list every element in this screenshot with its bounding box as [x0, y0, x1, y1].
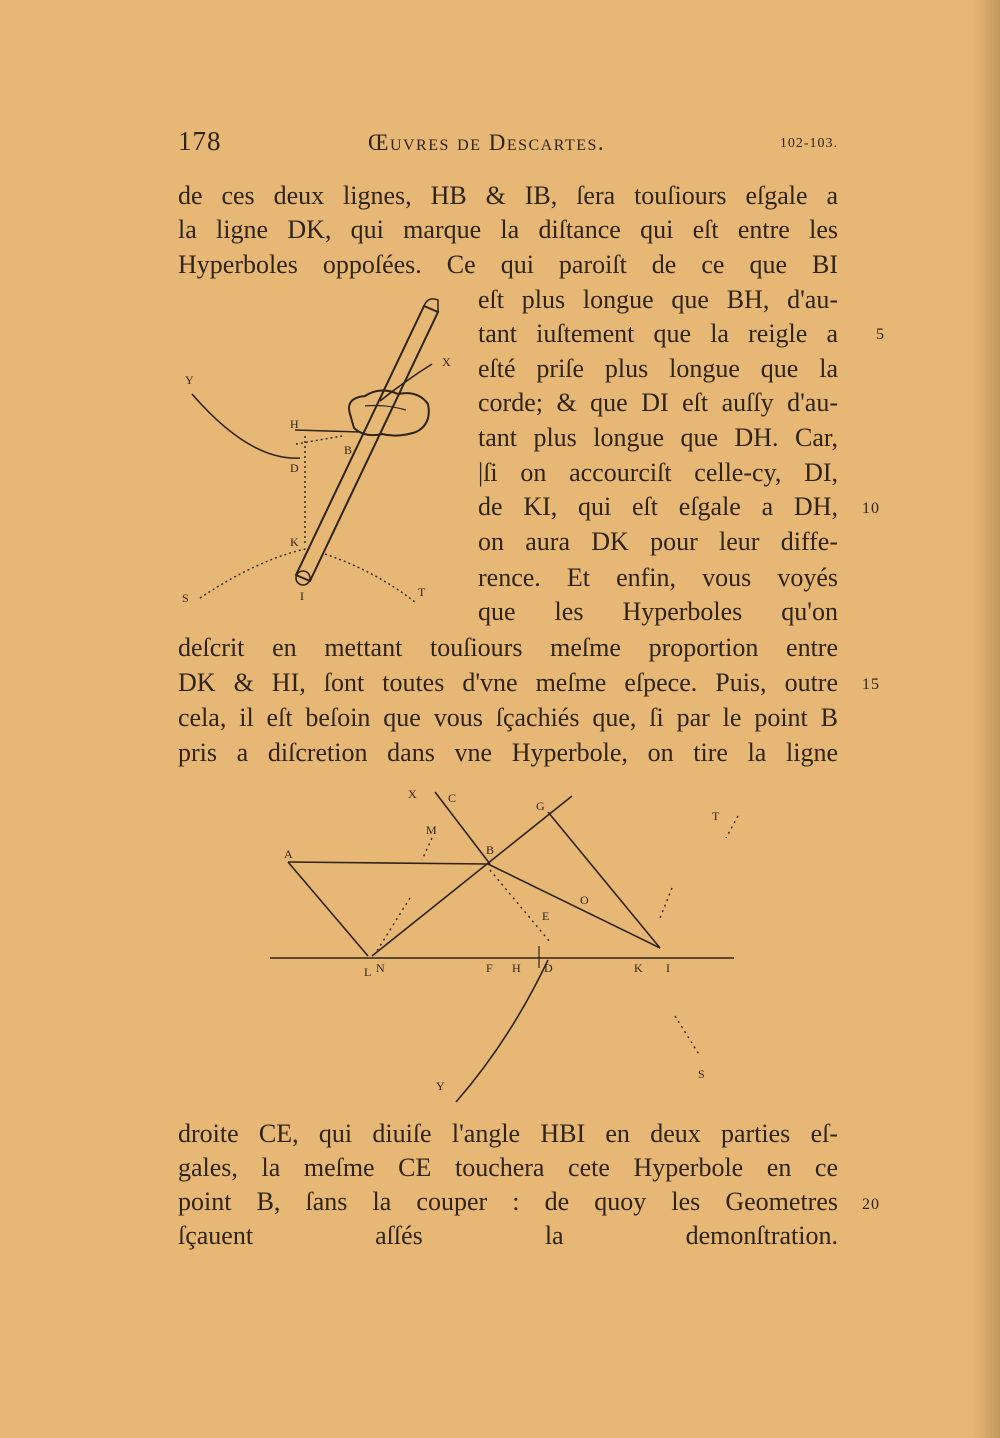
- fig2-label: O: [580, 893, 589, 907]
- fig1-label: I: [300, 589, 304, 603]
- ruler: [296, 306, 438, 581]
- line-al: [288, 862, 368, 956]
- fig2-label: C: [448, 791, 457, 805]
- upper-hyperbola-curve: [192, 394, 300, 458]
- fig2-label: K: [634, 961, 643, 975]
- fig2-label: I: [666, 961, 670, 975]
- lower-right-dotted-hyperbola: [325, 554, 415, 602]
- text-line: tant plus longue que DH. Car,: [478, 423, 838, 452]
- dotted-s: [675, 1016, 700, 1056]
- text-line: eſt plus longue que BH, d'au-: [478, 285, 838, 314]
- fig2-label: D: [544, 961, 553, 975]
- fig1-label: B: [344, 443, 353, 457]
- fig2-label: N: [376, 961, 385, 975]
- text-line: corde; & que DI eſt auſſy d'au-: [478, 388, 838, 417]
- margin-line-number: 20: [862, 1196, 880, 1213]
- dotted-m: [422, 838, 432, 860]
- text-line: rence. Et enfin, vous voyés: [478, 563, 838, 592]
- fig2-label: S: [698, 1067, 705, 1081]
- fig1-label: S: [182, 591, 189, 605]
- line-ab: [288, 862, 488, 864]
- text-line: point B, ſans la couper : de quoy les Geometres: [178, 1187, 838, 1216]
- tangent-bisector-figure: [260, 780, 760, 1110]
- line-cb: [435, 792, 490, 864]
- text-line: DK & HI, ſont toutes d'vne meſme eſpece. Puis, outre: [178, 668, 838, 697]
- fig1-label: D: [290, 461, 299, 475]
- fig2-label: A: [284, 847, 293, 861]
- text-line: on aura DK pour leur diffe-: [478, 527, 838, 556]
- text-line: de ces deux lignes, HB & IB, ſera touſiours eſgale a: [178, 181, 838, 210]
- text-line: pris a diſcretion dans vne Hyperbole, on tire la ligne: [178, 738, 838, 767]
- margin-line-number: 10: [862, 500, 880, 517]
- fig2-label: L: [364, 965, 372, 979]
- fig1-label: H: [290, 417, 299, 431]
- fig2-label: F: [486, 961, 493, 975]
- hyperbola-ruler-figure: [170, 286, 470, 626]
- running-title: Œuvres de Descartes.: [368, 130, 606, 155]
- fig1-label: T: [418, 585, 426, 599]
- fig1-label-x: Y: [185, 373, 194, 387]
- fig2-label: E: [542, 909, 550, 923]
- fig1-label: K: [290, 535, 299, 549]
- fig2-label: T: [712, 809, 720, 823]
- text-line: la ligne DK, qui marque la diſtance qui eſt entre les: [178, 215, 838, 244]
- page-edge-shadow: [972, 0, 1000, 1438]
- text-line: gales, la meſme CE touchera cete Hyperbole en ce: [178, 1153, 838, 1182]
- text-line: |ſi on accourciſt celle-cy, DI,: [478, 458, 838, 487]
- fig1-label: X: [442, 355, 451, 369]
- text-line: que les Hyperboles qu'on: [478, 597, 838, 626]
- fig2-label: G: [536, 799, 545, 813]
- running-header: [178, 126, 838, 162]
- dotted-ti: [660, 888, 672, 918]
- fig2-label: B: [486, 843, 495, 857]
- text-line: deſcrit en mettant touſiours meſme proportion entre: [178, 633, 838, 662]
- line-bk: [488, 864, 660, 948]
- line-gk: [548, 812, 660, 948]
- margin-line-number: 5: [876, 326, 885, 343]
- dotted-ln: [375, 898, 410, 954]
- margin-line-number: 15: [862, 676, 880, 693]
- text-line: tant iuſtement que la reigle a: [478, 319, 838, 348]
- text-line: ſçauent aſſés la demonſtration.: [178, 1221, 838, 1250]
- page-range: 102-103.: [779, 136, 838, 151]
- text-line: de KI, qui eſt eſgale a DH,: [478, 492, 838, 521]
- fig2-label: H: [512, 961, 521, 975]
- dotted-t: [726, 816, 738, 838]
- line-ng: [372, 796, 572, 956]
- dotted-be: [490, 870, 550, 942]
- text-line: droite CE, qui diuiſe l'angle HBI en deux parties eſ-: [178, 1119, 838, 1148]
- text-line: eſté priſe plus longue que la: [478, 354, 838, 383]
- hyperbola-y-branch: [456, 960, 548, 1102]
- fig2-label: X: [408, 787, 417, 801]
- lower-left-dotted-hyperbola: [200, 548, 310, 598]
- page-number: 178: [178, 126, 222, 156]
- text-line: cela, il eſt beſoin que vous ſçachiés que, ſi par le point B: [178, 703, 838, 732]
- fig2-label: M: [426, 823, 437, 837]
- fig2-label: Y: [436, 1079, 445, 1093]
- text-line: Hyperboles oppoſées. Ce qui paroiſt de ce que BI: [178, 250, 838, 279]
